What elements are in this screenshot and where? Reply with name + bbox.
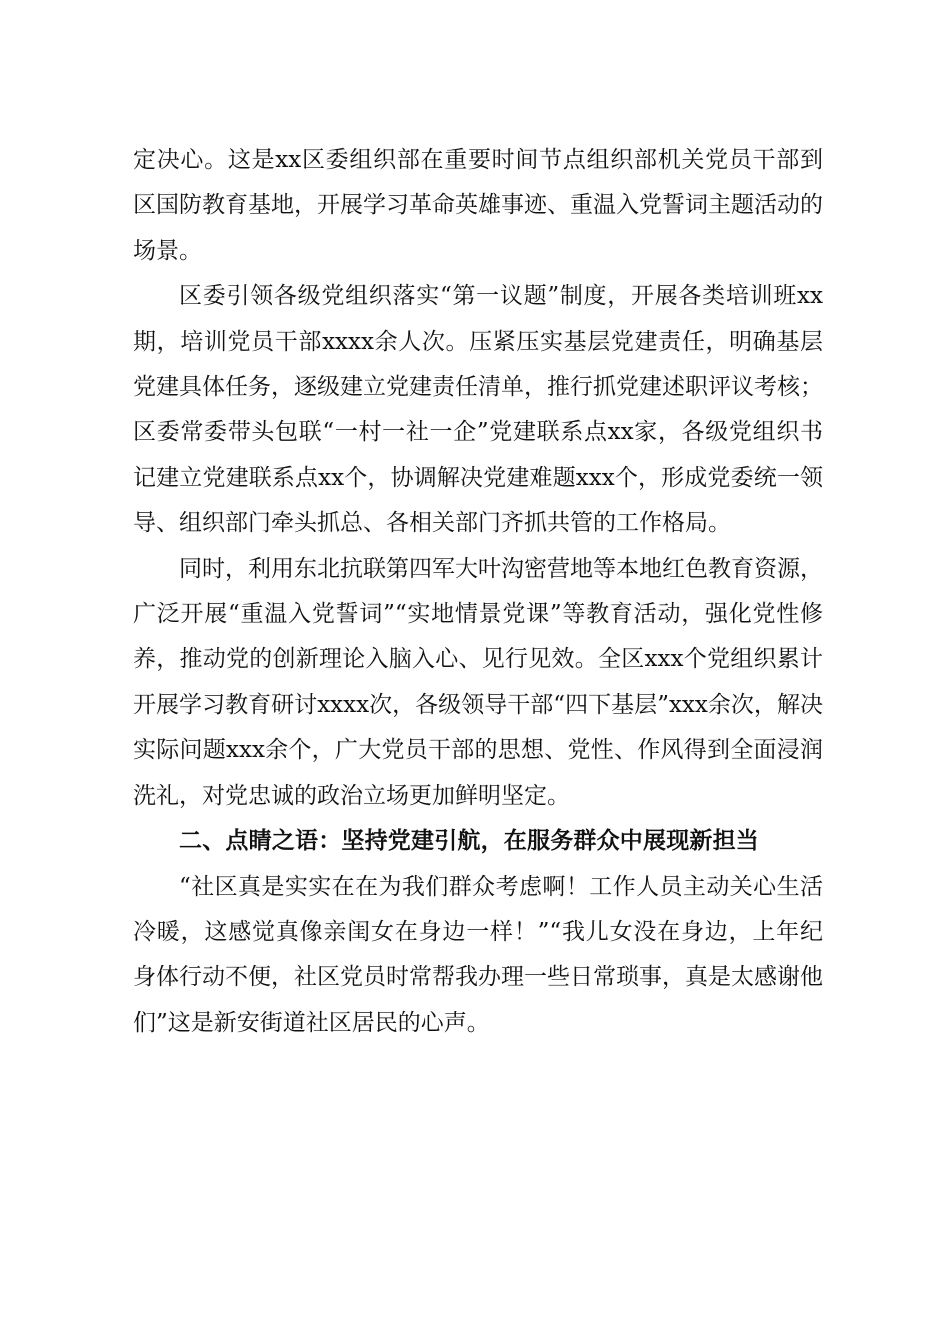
document-body [133,138,823,1046]
paragraph-2: 区委引领各级党组织落实“第一议题”制度，开展各类培训班xx期，培训党员干部xxxx余人次。压紧压实基层党建责任，明确基层党建具体任务，逐级建立党建责任清单，推行抓党建述职评议考核；区委常委带头包联“一村一社一企”党建联系点xx家，各级党组织书记建立党建联系点xx个，协调解决党建难题xxx个，形成党委统一领导、组织部门牵头抓总、各相关部门齐抓共管的工作格局。 [133,283,823,537]
paragraph-3: 同时，利用东北抗联第四军大叶沟密营地等本地红色教育资源，广泛开展“重温入党誓词”“实地情景党课”等教育活动，强化党性修养，推动党的创新理论入脑入心、见行见效。全区xxx个党组织累计开展学习教育研讨xxxx次，各级领导干部“四下基层”xxx余次，解决实际问题xxx余个，广大党员干部的思想、党性、作风得到全面浸润洗礼，对党忠诚的政治立场更加鲜明坚定。 [133,555,823,809]
paragraph-4: “社区真是实实在在为我们群众考虑啊！工作人员主动关心生活冷暖，这感觉真像亲闺女在身边一样！”“我儿女没在身边，上年纪身体行动不便，社区党员时常帮我办理一些日常琐事，真是太感谢他们”这是新安街道社区居民的心声。 [133,873,823,1036]
paragraph-1: 定决心。这是xx区委组织部在重要时间节点组织部机关党员干部到区国防教育基地，开展学习革命英雄事迹、重温入党誓词主题活动的场景。 [133,147,823,264]
section-heading: 二、点睛之语：坚持党建引航，在服务群众中展现新担当 [179,828,759,855]
